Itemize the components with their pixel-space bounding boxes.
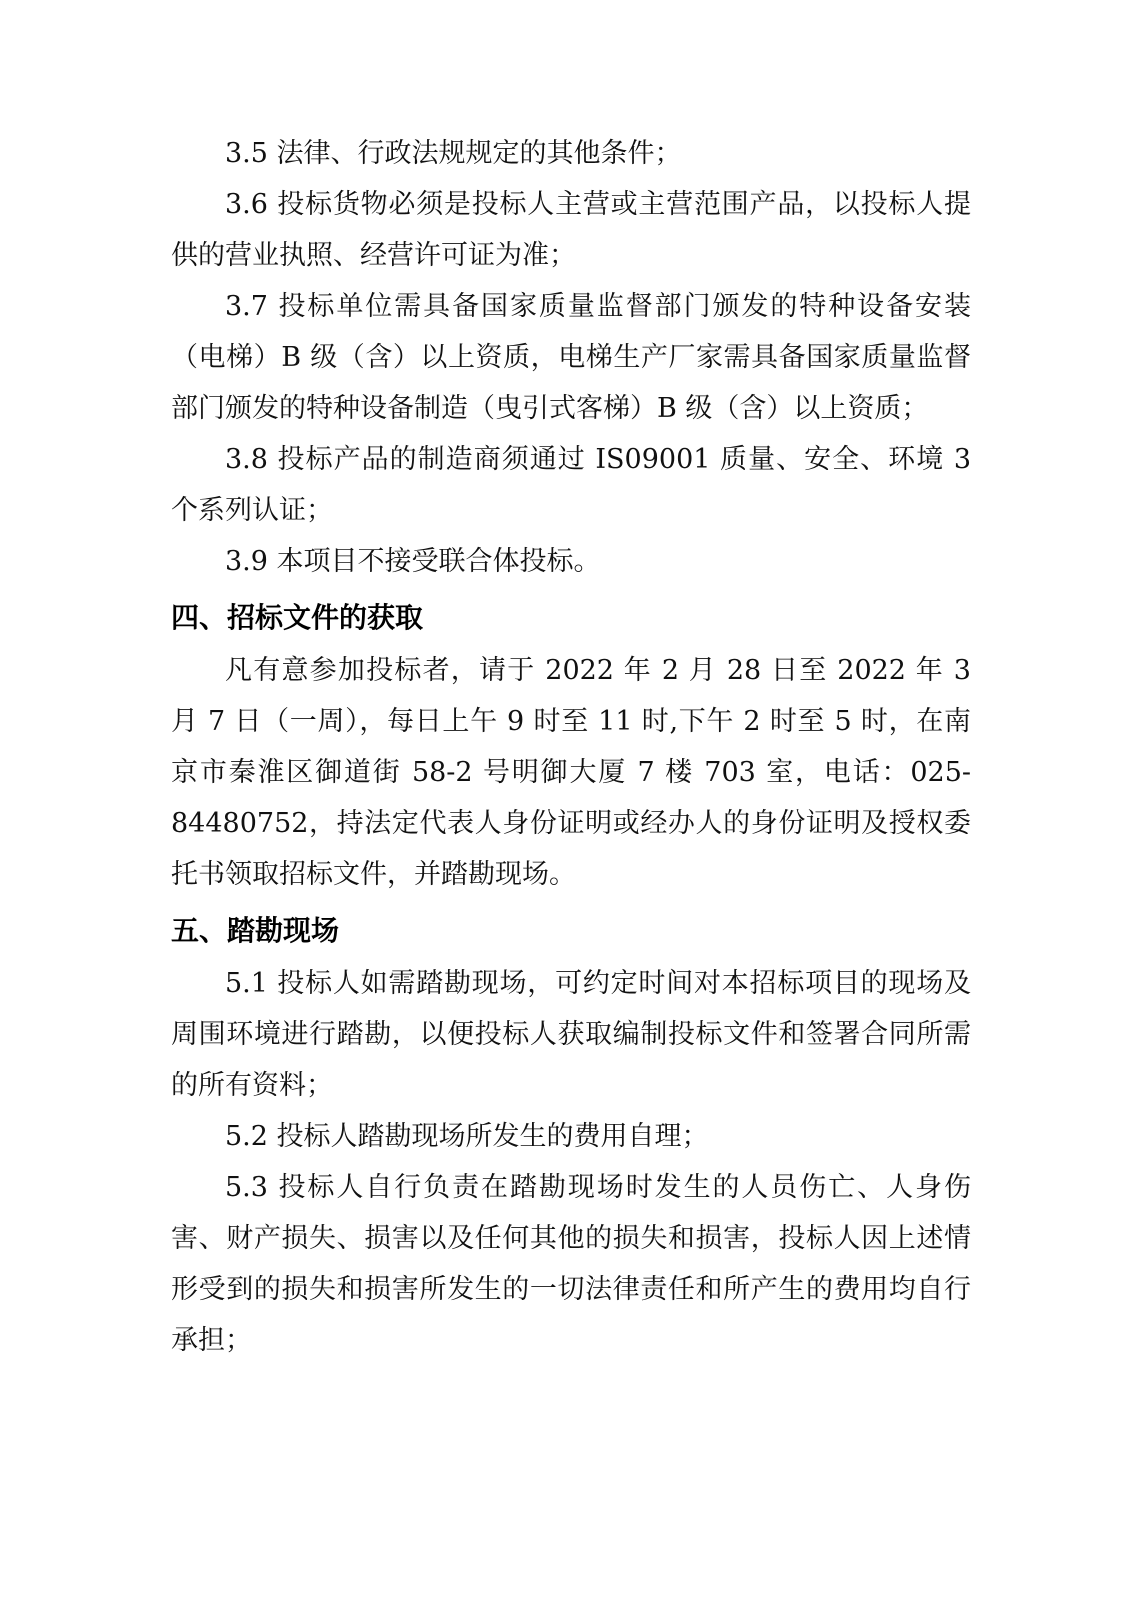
clause-3-5: 3.5 法律、行政法规规定的其他条件； xyxy=(225,138,682,169)
clause-5-1: 5.1 投标人如需踏勘现场，可约定时间对本招标项目的现场及周围环境进行踏勘，以便投标人获取编制投标文件和签署合同所需的所有资料； xyxy=(171,968,971,1101)
document-body xyxy=(171,128,971,1366)
clause-3-7: 3.7 投标单位需具备国家质量监督部门颁发的特种设备安装（电梯）B 级（含）以上资质，电梯生产厂家需具备国家质量监督部门颁发的特种设备制造（曳引式客梯）B 级（含）以上资质； xyxy=(171,291,971,424)
section-heading-4: 四、招标文件的获取 xyxy=(171,601,424,634)
clause-3-8: 3.8 投标产品的制造商须通过 IS09001 质量、安全、环境 3 个系列认证； xyxy=(171,444,971,526)
clause-3-6: 3.6 投标货物必须是投标人主营或主营范围产品，以投标人提供的营业执照、经营许可证为准； xyxy=(171,189,971,271)
clause-3-9: 3.9 本项目不接受联合体投标。 xyxy=(225,546,601,577)
clause-5-2: 5.2 投标人踏勘现场所发生的费用自理； xyxy=(225,1121,709,1152)
clause-5-3: 5.3 投标人自行负责在踏勘现场时发生的人员伤亡、人身伤害、财产损失、损害以及任何其他的损失和损害，投标人因上述情形受到的损失和损害所发生的一切法律责任和所产生的费用均自行承担； xyxy=(171,1172,971,1356)
section-heading-5: 五、踏勘现场 xyxy=(171,914,340,947)
section-4-body: 凡有意参加投标者，请于 2022 年 2 月 28 日至 2022 年 3 月 7 日（一周），每日上午 9 时至 11 时,下午 2 时至 5 时，在南京市秦淮区御道街 58-2 号明御大厦 7 楼 703 室，电话：025-84480752，持法定代表人身份证明或经办人的身份证明及授权委托书领取招标文件，并踏勘现场。 xyxy=(171,655,971,890)
